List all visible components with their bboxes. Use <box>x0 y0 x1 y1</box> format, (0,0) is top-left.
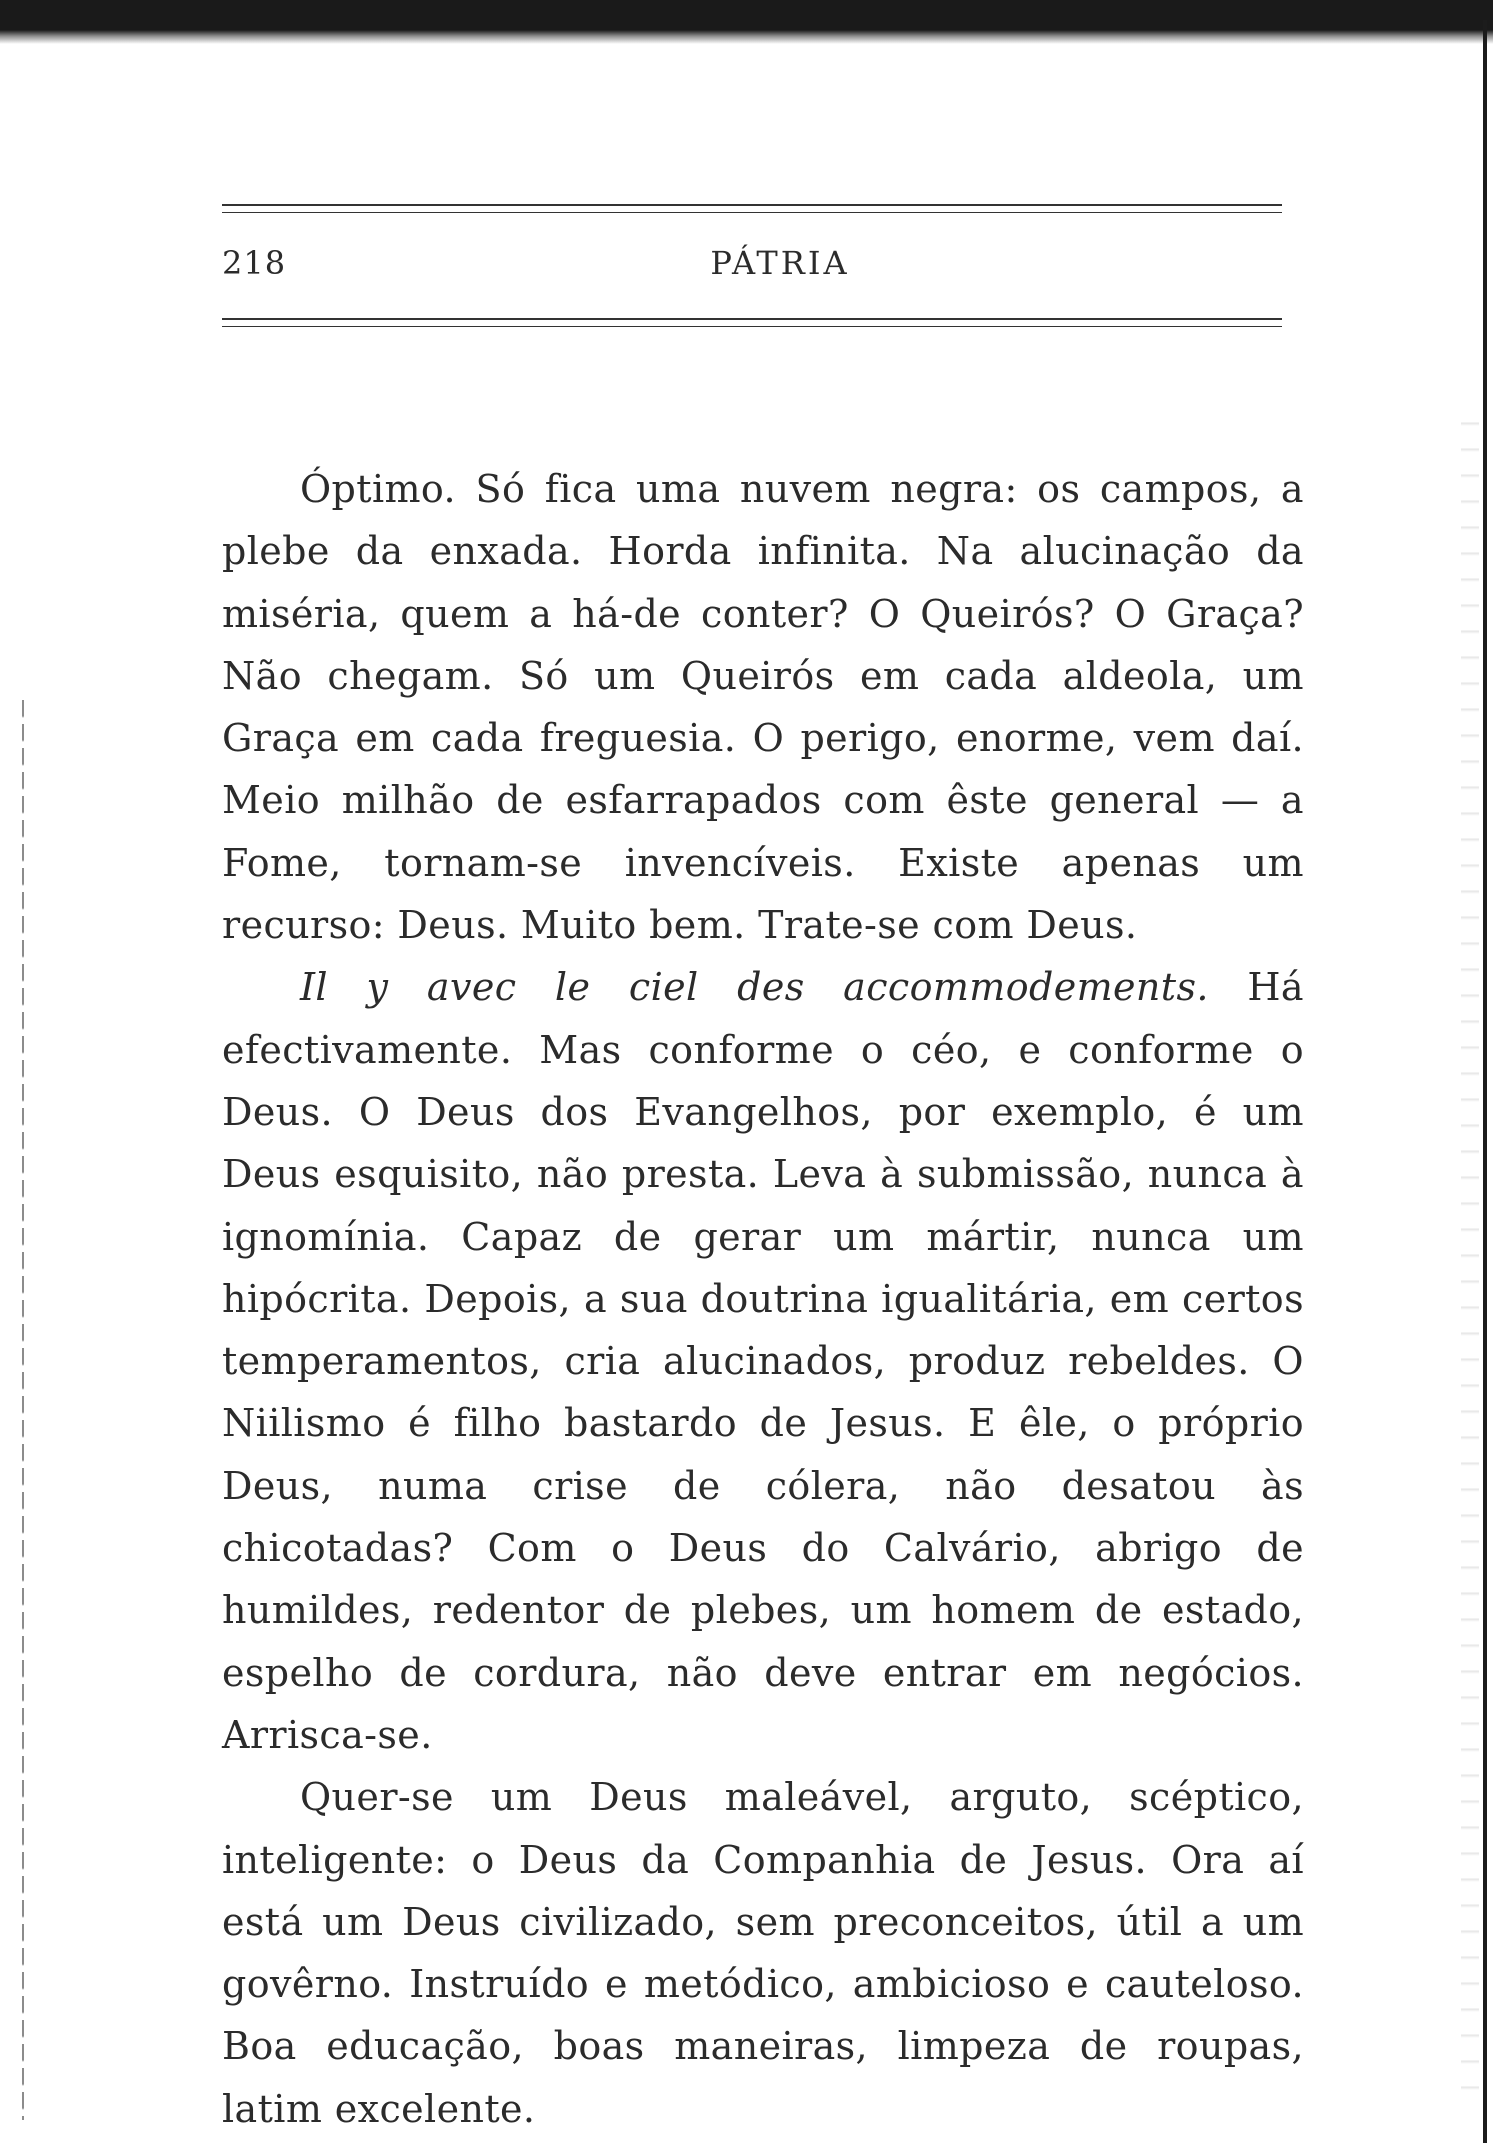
french-quote: Il y avec le ciel des accommodements. <box>300 965 1209 1010</box>
scan-right-edge <box>1483 20 1487 2143</box>
scan-right-speckle <box>1461 400 1479 2100</box>
scan-top-edge <box>0 0 1493 44</box>
header-rule-top-thin <box>222 212 1282 213</box>
paragraph-2 <box>222 956 1304 1766</box>
page-body <box>222 458 1304 2140</box>
scan-left-edge <box>22 700 24 2120</box>
paragraph-2-text: Há efectivamente. Mas conforme o céo, e conforme o Deus. O Deus dos Evangelhos, por exemplo, é um Deus esquisito, não presta. Leva à submissão, nunca à ignomínia. Capaz de gerar um mártir, nunca um hipócrita. Depois, a sua doutrina igualitária, em certos temperamentos, cria alucinados, produz rebeldes. O Niilismo é filho bastardo de Jesus. E êle, o próprio Deus, numa crise de cólera, não desatou às chicotadas? Com o Deus do Calvário, abrigo de humildes, redentor de plebes, um homem de estado, espelho de cordura, não deve entrar em negócios. Arrisca-se. <box>222 965 1304 1757</box>
paragraph-1: Óptimo. Só fica uma nuvem negra: os campos, a plebe da enxada. Horda infinita. Na alucinação da miséria, quem a há-de conter? O Queirós? O Graça? Não chegam. Só um Queirós em cada aldeola, um Graça em cada freguesia. O perigo, enorme, vem daí. Meio milhão de esfarrapados com êste general — a Fome, tornam-se invencíveis. Existe apenas um recurso: Deus. Muito bem. Trate-se com Deus. <box>222 467 1304 948</box>
paragraph-3: Quer-se um Deus maleável, arguto, scéptico, inteligente: o Deus da Companhia de Jesus. Ora aí está um Deus civilizado, sem preconceitos, útil a um govêrno. Instruído e metódico, ambicioso e cauteloso. Boa educação, boas maneiras, limpeza de roupas, latim excelente. <box>222 1775 1304 2131</box>
page-number: 218 <box>222 244 287 282</box>
header-rule-bottom <box>222 318 1282 320</box>
header-rule-bottom-thin <box>222 326 1282 327</box>
header-rule-top <box>222 204 1282 206</box>
running-title: PÁTRIA <box>710 244 850 282</box>
